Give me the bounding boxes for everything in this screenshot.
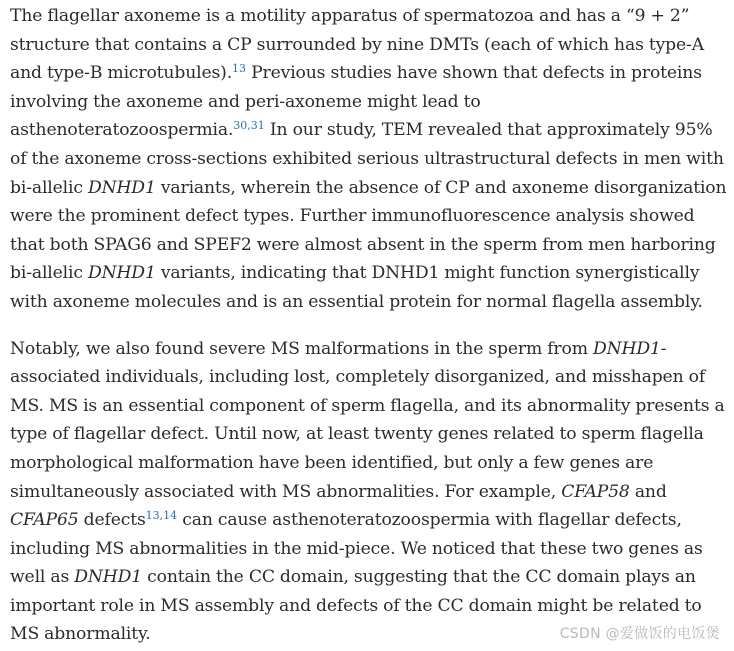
citation-link[interactable]: 30,31 bbox=[233, 119, 265, 133]
article-body bbox=[10, 2, 732, 649]
text-run: variants, wherein the absence of CP and axoneme disorganization were the prominent defect types. Further immunofluorescence analysis showed that both SPAG6 and SPEF2 were almost absent in the sperm from men harboring bi-allelic bbox=[10, 177, 727, 284]
gene-name: DNHD1 bbox=[87, 177, 156, 198]
gene-name: CFAP58 bbox=[561, 481, 630, 502]
citation-link[interactable]: 13,14 bbox=[145, 509, 178, 523]
gene-name: CFAP65 bbox=[10, 510, 79, 531]
text-run: Previous studies have shown that defects in proteins involving the axoneme and peri-axoneme might lead to asthenoteratozoospermia. bbox=[10, 63, 702, 141]
watermark: CSDN @爱做饭的电饭煲 bbox=[559, 626, 720, 642]
text-run: and bbox=[629, 481, 667, 502]
text-run: The flagellar axoneme is a motility apparatus of spermatozoa and has a “9 + 2” structure that contains a CP surrounded by nine DMTs (each of which has type-A and type-B microtubules). bbox=[10, 6, 704, 84]
paragraph-2 bbox=[10, 335, 732, 650]
text-run: -associated individuals, including lost, completely disorganized, and misshapen of MS. MS is an essential component of sperm flagella, and its abnormality presents a type of flagellar defect. Until now, at least twenty genes related to sperm flagella morphological malformation have been identified, but only a few genes are simultaneously associated with MS abnormalities. For example, bbox=[10, 338, 725, 502]
text-run: variants, indicating that DNHD1 might function synergistically with axoneme molecules and is an essential protein for normal flagella assembly. bbox=[10, 263, 703, 312]
text-run: can cause asthenoteratozoospermia with flagellar defects, including MS abnormalities in the mid-piece. We noticed that these two genes as well as bbox=[10, 510, 703, 588]
text-run: Notably, we also found severe MS malformations in the sperm from bbox=[10, 338, 593, 359]
paragraph-1 bbox=[10, 2, 732, 317]
text-run: In our study, TEM revealed that approximately 95% of the axoneme cross-sections exhibited serious ultrastructural defects in men with bi-allelic bbox=[10, 120, 724, 198]
text-run: defects bbox=[78, 510, 146, 531]
citation-link[interactable]: 13 bbox=[232, 62, 247, 76]
gene-name: DNHD1 bbox=[592, 338, 661, 359]
text-run: contain the CC domain, suggesting that the CC domain plays an important role in MS assembly and defects of the CC domain might be related to MS abnormality. bbox=[10, 567, 702, 645]
gene-name: DNHD1 bbox=[87, 263, 156, 284]
gene-name: DNHD1 bbox=[74, 567, 143, 588]
